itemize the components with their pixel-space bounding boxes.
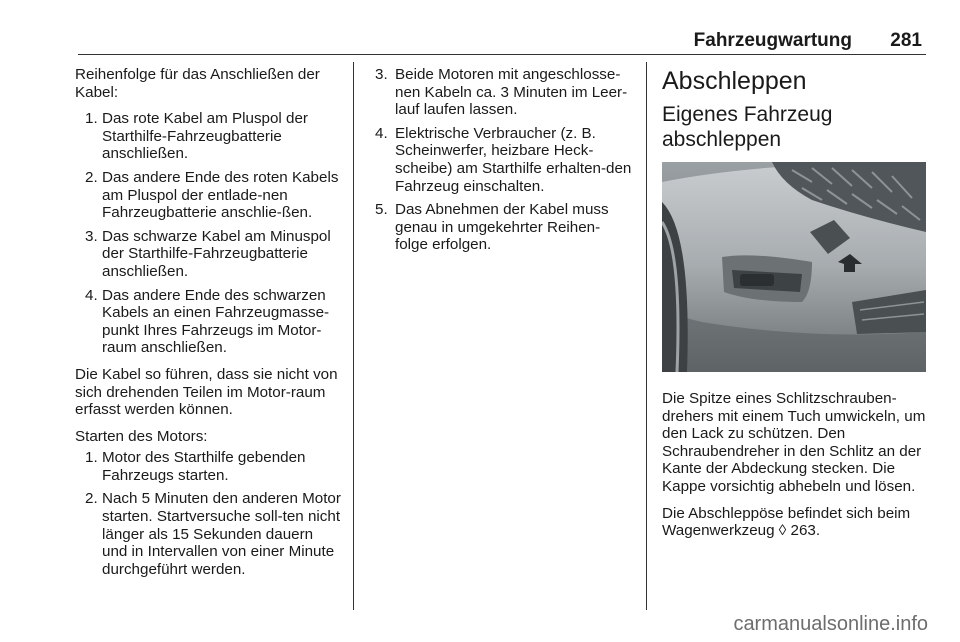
column-middle [375,66,633,263]
list-item: 1. Das rote Kabel am Pluspol der Starthilfe-Fahrzeugbatterie anschließen. [85,110,308,163]
continued-steps-list [375,66,633,254]
procedure-text: Die Spitze eines Schlitzschrauben-drehers mit einem Tuch umwickeln, um den Lack zu schützen. Den Schraubendreher in den Schlitz an der Kante der Abdeckung stecken. Die Kappe vorsichtig abhebeln und lösen. [662,390,926,495]
column-right [662,66,928,549]
front-bumper-tow-cover-photo [662,162,926,372]
list-item: 3. Das schwarze Kabel am Minuspol der Starthilfe-Fahrzeugbatterie anschließen. [85,227,331,280]
list-item: 1. Motor des Starthilfe gebenden Fahrzeugs starten. [85,449,306,484]
column-divider-2 [646,62,647,610]
page-number: 281 [890,30,922,51]
list-item: 5. Das Abnehmen der Kabel muss genau in umgekehrter Reihen-folge erfolgen. [375,201,609,254]
page-header [78,30,926,55]
start-steps-list [75,449,341,578]
list-item: 2. Das andere Ende des roten Kabels am Pluspol der entlade-nen Fahrzeugbatterie anschlie-ßen. [85,168,339,222]
list-item: 4. Das andere Ende des schwarzen Kabels an einen Fahrzeugmasse-punkt Ihres Fahrzeugs im Motor-raum anschließen. [85,286,330,357]
column-divider-1 [353,62,354,610]
cable-routing-note: Die Kabel so führen, dass sie nicht von sich drehenden Teilen im Motor-raum erfasst werden können. [75,365,338,419]
section-heading: Abschleppen [662,67,807,95]
connect-intro: Reihenfolge für das Anschließen der Kabel: [75,66,320,101]
list-item: 3. Beide Motoren mit angeschlosse-nen Kabeln ca. 3 Minuten im Leer-lauf laufen lassen. [375,66,628,119]
column-left [75,66,341,587]
connect-steps-list [75,110,341,357]
watermark: carmanualsonline.info [733,613,928,635]
section-title: Fahrzeugwartung [693,30,852,51]
start-intro: Starten des Motors: [75,427,208,445]
list-item: 2. Nach 5 Minuten den anderen Motor starten. Startversuche soll-ten nicht länger als 15 Sekunden dauern und in Intervallen von einer Minute durchgeführt werden. [85,490,341,578]
tow-eye-location-text: Die Abschleppöse befindet sich beim Wagenwerkzeug ◊ 263. [662,504,911,540]
subsection-heading: Eigenes Fahrzeug abschleppen [662,103,833,151]
list-item: 4. Elektrische Verbraucher (z. B. Scheinwerfer, heizbare Heck-scheibe) am Starthilfe erhalten-den Fahrzeug einschalten. [375,124,632,195]
